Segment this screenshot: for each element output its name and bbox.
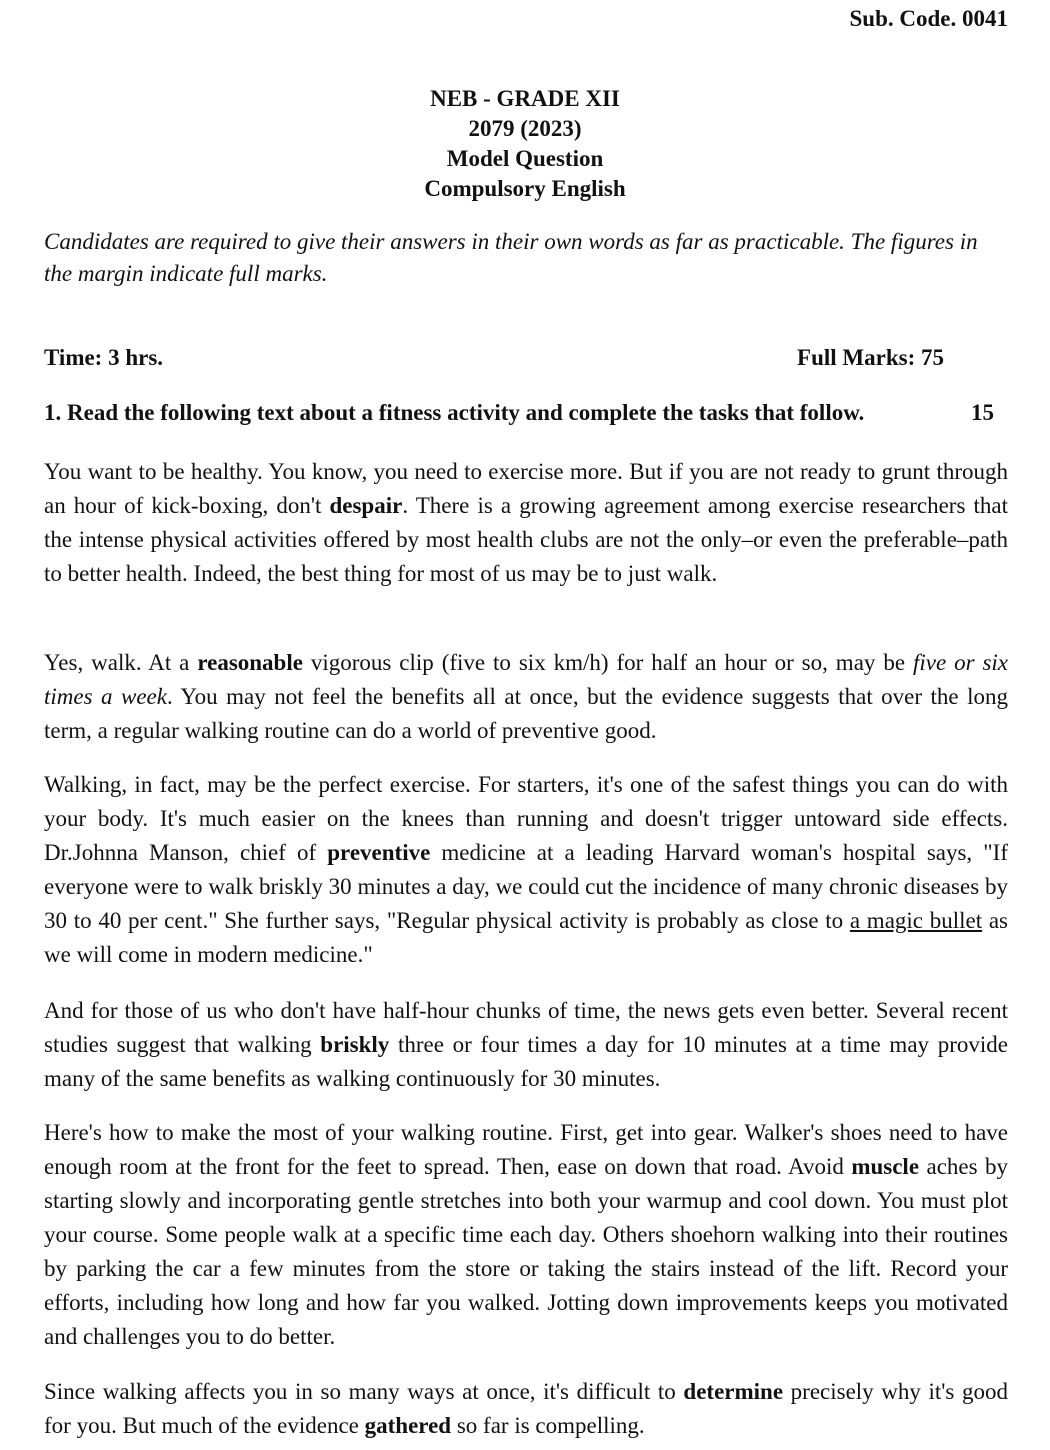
paragraph-4 xyxy=(44,994,1008,1096)
p5-bold-word: muscle xyxy=(851,1154,920,1179)
p3-text-d: as we will come in modern medicine." xyxy=(44,908,1008,967)
p3-text-a: Walking, in fact, may be the perfect exercise. For starters, it's one of the safest things you can do with your body. It's much easier on the knees than running and doesn't trigger untoward side effects. Dr.Johnna Manson, chief of xyxy=(44,772,1008,865)
p3-underlined-phrase: a magic bullet xyxy=(849,908,983,933)
instructions: Candidates are required to give their answers in their own words as far as practicable. The figures in the margin indicate full marks. xyxy=(44,229,978,286)
p4-bold-word: briskly xyxy=(320,1032,390,1057)
p1-text-a: You want to be healthy. You know, you need to exercise more. But if you are not ready to grunt through an hour of kick-boxing, don't xyxy=(44,459,1008,518)
p6-text-c: precisely why it's good for you. But much of the evidence xyxy=(44,1379,1008,1438)
p4-text-c: three or four times a day for 10 minutes at a time may provide many of the same benefits as walking continuously for 30 minutes. xyxy=(44,1032,1008,1091)
p2-italic-phrase: five or six times a week xyxy=(44,650,1009,709)
header-type: Model Question xyxy=(446,146,604,171)
p6-bold-word-2: gathered xyxy=(364,1413,452,1438)
p3-bold-word: preventive xyxy=(327,840,431,865)
p2-text-a: Yes, walk. At a xyxy=(44,650,198,675)
header-grade: NEB - GRADE XII xyxy=(430,86,620,111)
paragraph-6 xyxy=(44,1375,1008,1443)
p1-text-c: . There is a growing agreement among exercise researchers that the intense physical activities offered by most health clubs are not the only–or even the preferable–path to better health. Indeed, the best thing for most of us may be to just walk. xyxy=(44,493,1008,586)
paragraph-1 xyxy=(44,455,1008,591)
p6-text-a: Since walking affects you in so many ways at once, it's difficult to xyxy=(44,1379,684,1404)
p1-bold-word: despair xyxy=(329,493,403,518)
p6-text-d: so far is compelling. xyxy=(451,1413,645,1438)
subject-code: Sub. Code. 0041 xyxy=(849,6,1008,31)
exam-header xyxy=(0,84,1050,204)
paragraph-2 xyxy=(44,646,1008,748)
question-1-text: 1. Read the following text about a fitness activity and complete the tasks that follow. xyxy=(44,400,865,425)
full-marks-label: Full Marks: 75 xyxy=(797,345,944,370)
header-year: 2079 (2023) xyxy=(468,116,582,141)
p2-text-c: vigorous clip (five to six km/h) for half an hour or so, may be xyxy=(302,650,913,675)
question-1-marks: 15 xyxy=(971,400,994,425)
question-1 xyxy=(44,400,994,426)
p5-text-a: Here's how to make the most of your walking routine. First, get into gear. Walker's shoes need to have enough room at the front for the feet to spread. Then, ease on down that road. Avoid xyxy=(44,1120,1008,1179)
p6-bold-word-1: determine xyxy=(683,1379,784,1404)
time-marks-row xyxy=(44,345,944,371)
p3-text-c: medicine at a leading Harvard woman's hospital says, "If everyone were to walk briskly 30 minutes a day, we could cut the incidence of many chronic diseases by 30 to 40 per cent." She further says, "Regular physical activity is probably as close to xyxy=(44,840,1008,933)
p2-text-d: . You may not feel the benefits all at once, but the evidence suggests that over the long term, a regular walking routine can do a world of preventive good. xyxy=(44,684,1009,743)
p5-text-c: aches by starting slowly and incorporating gentle stretches into both your warmup and cool down. You must plot your course. Some people walk at a specific time each day. Others shoehorn walking into their routines by parking the car a few minutes from the store or taking the stairs instead of the lift. Record your efforts, including how long and how far you walked. Jotting down improvements keeps you motivated and challenges you to do better. xyxy=(44,1154,1009,1349)
p4-text-a: And for those of us who don't have half-hour chunks of time, the news gets even better. Several recent studies suggest that walking xyxy=(44,998,1008,1057)
paragraph-5 xyxy=(44,1116,1008,1354)
time-label: Time: 3 hrs. xyxy=(44,345,164,370)
p2-bold-word: reasonable xyxy=(197,650,303,675)
header-subject: Compulsory English xyxy=(424,176,626,201)
paragraph-3 xyxy=(44,768,1008,972)
